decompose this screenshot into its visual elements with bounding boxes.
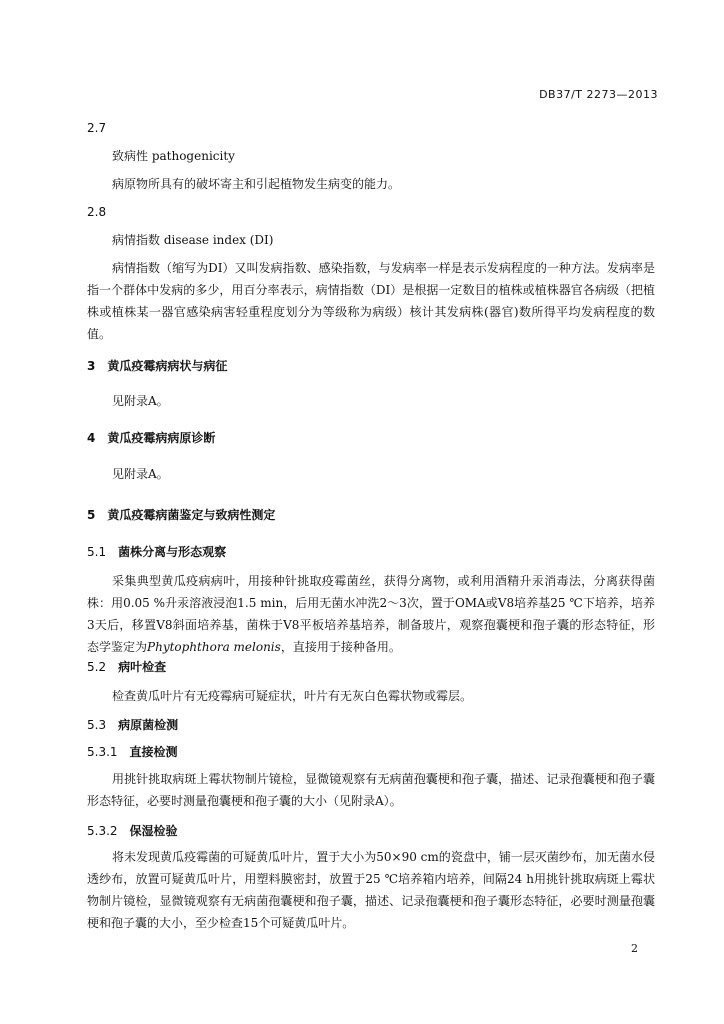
- section-5-1-text-a: 采集典型黄瓜疫病病叶，用接种针挑取疫霉菌丝，获得分离物，或利用酒精升汞消毒法，分离获得菌株：用0.05 %升汞溶液浸泡1.5 min，后用无菌水冲洗2～3次，置于OMA或V8培养基25 ℃下培养，培养3天后，移置V8斜面培养基，菌株于V8平板培养基培养，制备玻片，观察孢囊梗和孢子囊的形态特征，形态学鉴定为: [87, 574, 655, 654]
- page-number: 2: [631, 942, 638, 955]
- clause-2-7-definition: 病原物所具有的破坏寄主和引起植物发生病变的能力。: [112, 177, 401, 191]
- section-5-3-1-heading: [87, 741, 655, 763]
- section-5-3-2-text: 将未发现黄瓜疫霉菌的可疑黄瓜叶片，置于大小为50×90 cm的瓷盘中，铺一层灭菌纱布，加无菌水侵透纱布，放置可疑黄瓜叶片，用塑料膜密封，放置于25 ℃培养箱内培养，间隔24 h用挑针挑取病斑上霉状物制片镜检，显微镜观察有无病菌孢囊梗和孢子囊，描述、记录孢囊梗和孢子囊形态特征，必要时测量孢囊梗和孢子囊的大小，至少检查15个可疑黄瓜叶片。: [87, 850, 655, 930]
- section-5-2-heading: [87, 656, 655, 678]
- section-5-1-title: 菌株分离与形态观察: [118, 545, 227, 559]
- section-5-1-number: 5.1: [87, 545, 107, 559]
- section-3-text: 见附录A。: [112, 394, 169, 408]
- section-3-number: 3: [87, 359, 96, 373]
- clause-2-8-definition: 病情指数（缩写为DI）又叫发病指数、感染指数，与发病率一样是表示发病程度的一种方法。发病率是指一个群体中发病的多少，用百分率表示，病情指数（DI）是根据一定数目的植株或植株器官各病级（把植株或植株某一器官感染病害轻重程度划分为等级称为病级）核计其发病株(器官)数所得平均发病程度的数值。: [87, 261, 655, 341]
- clause-2-8-number: 2.8: [87, 205, 107, 219]
- section-4-title: 黄瓜疫霉病病原诊断: [107, 431, 216, 445]
- clause-2-7-term: 致病性 pathogenicity: [112, 149, 235, 163]
- section-5-3-heading: [87, 714, 655, 736]
- section-5-1-text: [87, 570, 655, 658]
- section-5-3-2-number: 5.3.2: [87, 824, 118, 838]
- clause-2-8-term: 病情指数 disease index (DI): [112, 233, 274, 247]
- section-5-number: 5: [87, 508, 96, 522]
- section-5-3-2-heading: [87, 820, 655, 842]
- section-5-2-text: 检查黄瓜叶片有无疫霉病可疑症状，叶片有无灰白色霉状物或霉层。: [112, 689, 473, 703]
- section-5-title: 黄瓜疫霉病菌鉴定与致病性测定: [107, 508, 276, 522]
- section-3-heading: [87, 355, 655, 377]
- section-4-text: 见附录A。: [112, 467, 169, 481]
- section-5-2-number: 5.2: [87, 660, 107, 674]
- section-5-heading: [87, 504, 655, 526]
- section-4-heading: [87, 427, 655, 449]
- clause-2-7-number: 2.7: [87, 121, 107, 135]
- section-5-3-2-title: 保湿检验: [129, 824, 178, 838]
- section-5-1-heading: [87, 541, 655, 563]
- section-5-3-1-title: 直接检测: [129, 745, 178, 759]
- species-name: Phytophthora melonis: [147, 640, 281, 654]
- section-5-3-1-number: 5.3.1: [87, 745, 118, 759]
- standard-code: DB37/T 2273—2013: [539, 88, 658, 101]
- section-5-3-number: 5.3: [87, 718, 107, 732]
- section-3-title: 黄瓜疫霉病病状与病征: [107, 359, 228, 373]
- section-4-number: 4: [87, 431, 96, 445]
- section-5-2-title: 病叶检查: [118, 660, 167, 674]
- section-5-3-title: 病原菌检测: [118, 718, 179, 732]
- section-5-1-text-b: ，直接用于接种备用。: [280, 640, 401, 654]
- section-5-3-1-text: 用挑针挑取病斑上霉状物制片镜检，显微镜观察有无病菌孢囊梗和孢子囊，描述、记录孢囊梗和孢子囊形态特征，必要时测量孢囊梗和孢子囊的大小（见附录A）。: [87, 772, 655, 808]
